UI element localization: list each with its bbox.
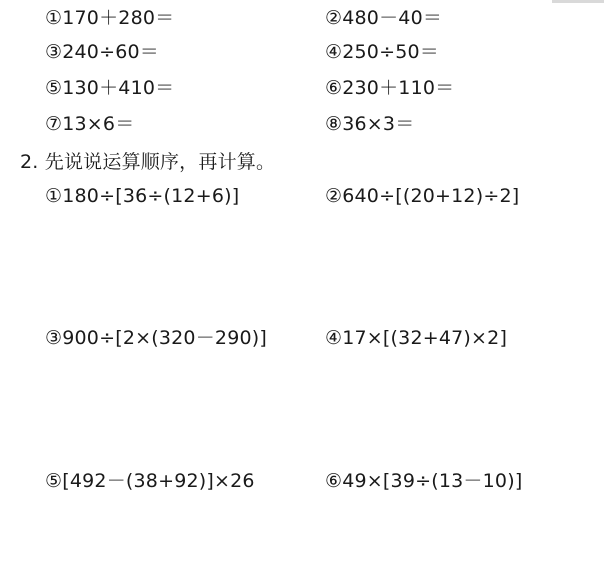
problem-2-3: ③900÷[2×(320－290)]	[45, 327, 268, 349]
problem-2-6: ⑥49×[39÷(13－10)]	[325, 470, 523, 492]
problem-2-2: ②640÷[(20+12)÷2]	[325, 185, 520, 207]
problem-1-7: ⑦13×6＝	[45, 113, 135, 135]
problem-2-4: ④17×[(32+47)×2]	[325, 327, 508, 349]
problem-2-5: ⑤[492－(38+92)]×26	[45, 470, 255, 492]
problem-1-2: ②480－40＝	[325, 7, 443, 29]
problem-1-5: ⑤130＋410＝	[45, 77, 175, 99]
problem-1-1: ①170＋280＝	[45, 7, 175, 29]
problem-1-3: ③240÷60＝	[45, 41, 159, 63]
top-right-edge-mark	[552, 0, 604, 3]
problem-1-4: ④250÷50＝	[325, 41, 439, 63]
problem-2-1: ①180÷[36÷(12+6)]	[45, 185, 240, 207]
problem-1-6: ⑥230＋110＝	[325, 77, 455, 99]
section-2-heading: 2. 先说说运算顺序，再计算。	[20, 151, 276, 173]
problem-1-8: ⑧36×3＝	[325, 113, 415, 135]
